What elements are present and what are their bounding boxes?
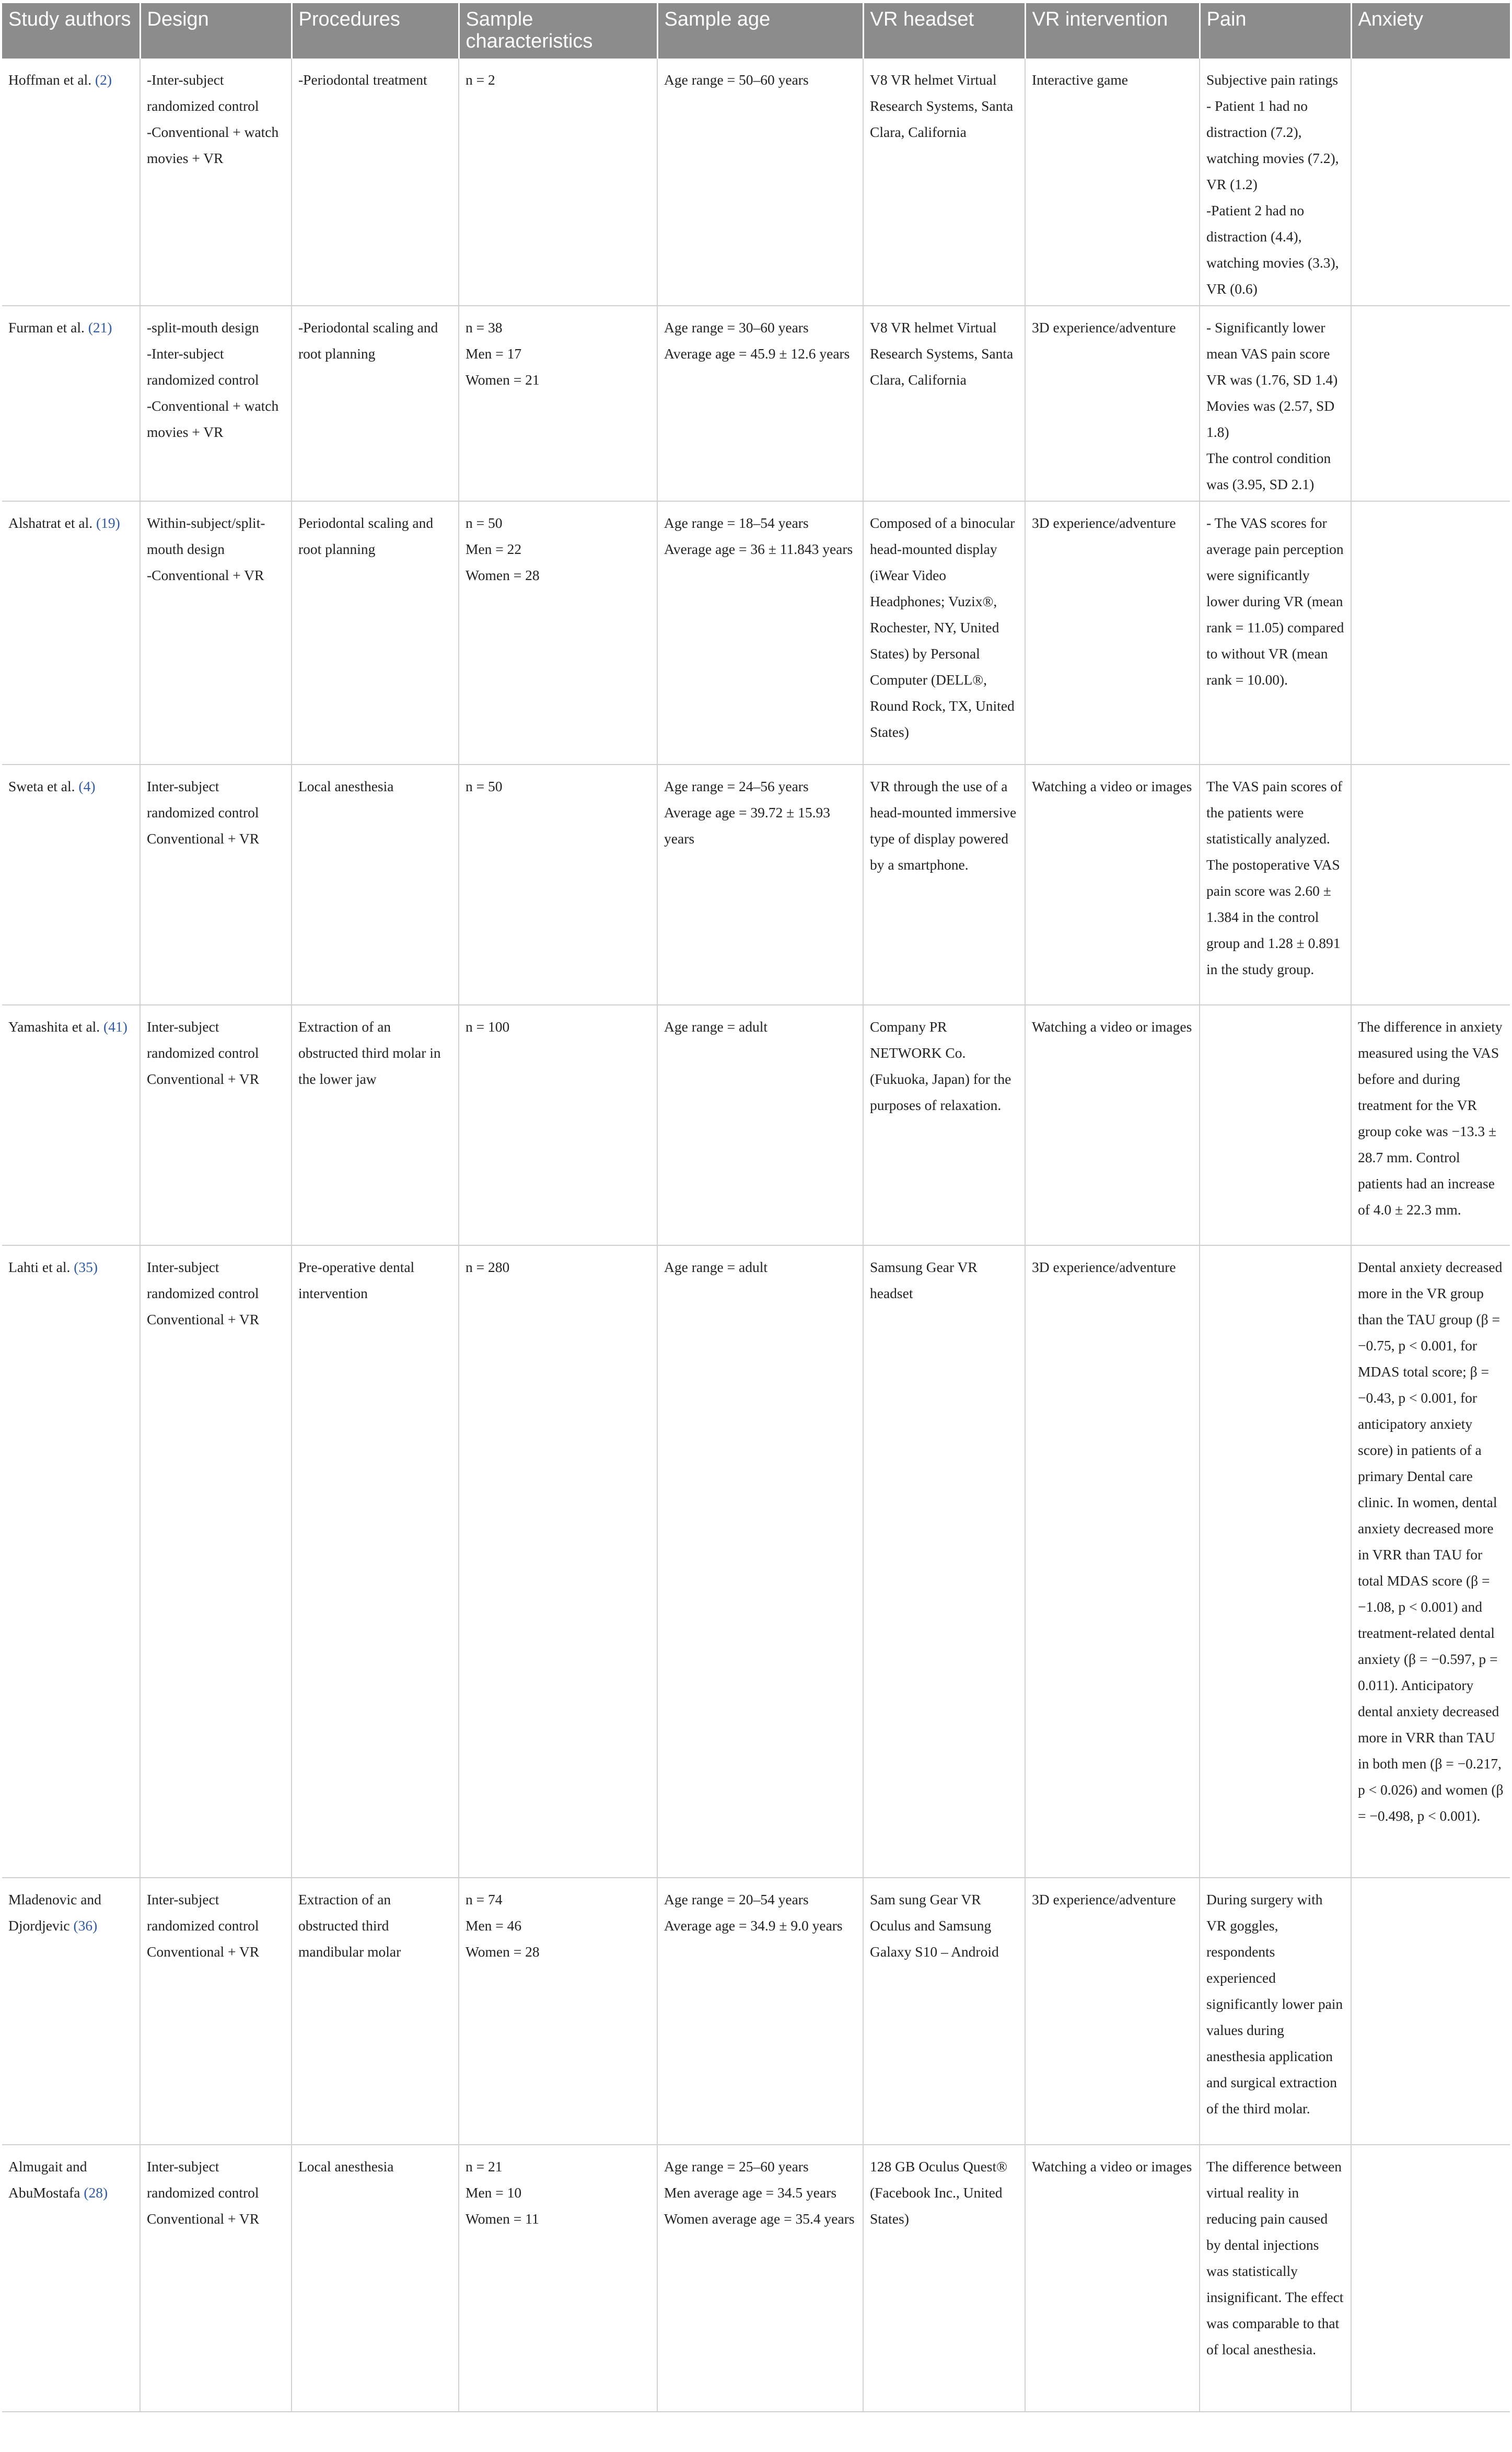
cell-line: Inter-subject randomized control — [147, 778, 259, 820]
cell-line: -Periodontal scaling and root planning — [298, 319, 438, 362]
cell-line: Men = 22 — [466, 541, 522, 557]
cell-line: Interactive game — [1032, 72, 1128, 88]
cell-vr-headset — [863, 1005, 1025, 1245]
cell-design — [140, 306, 292, 501]
cell-line: The difference between virtual reality in reducing pain caused by dental injections was statistically insignificant. The effect was comparable to that of local anesthesia. — [1206, 2158, 1344, 2357]
cell-line: Inter-subject randomized control — [147, 1891, 259, 1934]
cell-line: n = 21 — [466, 2158, 503, 2175]
cell-line: Age range = 20–54 years — [664, 1891, 809, 1907]
cell-line: -Conventional + watch movies + VR — [147, 124, 279, 166]
cell-design — [140, 1005, 292, 1245]
cell-procedures — [292, 1005, 459, 1245]
cell-sample-age — [657, 501, 863, 765]
table-row — [2, 501, 1510, 765]
cell-line: Samsung Gear VR headset — [870, 1259, 978, 1301]
cell-procedures — [292, 2145, 459, 2412]
cell-line: -Conventional + watch movies + VR — [147, 398, 279, 440]
header-vr-headset: VR headset — [863, 3, 1025, 59]
cell-line: Women = 21 — [466, 372, 540, 388]
cell-line: n = 50 — [466, 515, 503, 531]
cell-study-authors — [2, 501, 140, 765]
cell-line: Inter-subject randomized control — [147, 2158, 259, 2201]
cell-vr-intervention — [1025, 2145, 1200, 2412]
cell-study-authors — [2, 59, 140, 306]
author-name: Alshatrat et al. — [8, 515, 96, 531]
cell-line: Extraction of an obstructed third mandibular molar — [298, 1891, 401, 1960]
reference-link[interactable]: (35) — [74, 1259, 98, 1275]
cell-design — [140, 765, 292, 1005]
header-sample-age: Sample age — [657, 3, 863, 59]
cell-vr-intervention — [1025, 765, 1200, 1005]
cell-procedures — [292, 306, 459, 501]
cell-sample-age — [657, 1005, 863, 1245]
cell-line: Age range = 24–56 years — [664, 778, 809, 794]
cell-line: 128 GB Oculus Quest® (Facebook Inc., United States) — [870, 2158, 1008, 2227]
cell-line: n = 2 — [466, 72, 495, 88]
cell-line: VR through the use of a head-mounted immersive type of display powered by a smartphone. — [870, 778, 1017, 873]
cell-line: Conventional + VR — [147, 830, 260, 847]
cell-line: Average age = 36 ± 11.843 years — [664, 541, 853, 557]
cell-study-authors — [2, 306, 140, 501]
cell-line: Women average age = 35.4 years — [664, 2211, 855, 2227]
cell-line: The VAS pain scores of the patients were statistically analyzed. The postoperative VAS pain score was 2.60 ± 1.384 in the control group and 1.28 ± 0.891 in the study group. — [1206, 778, 1343, 977]
table-row — [2, 765, 1510, 1005]
cell-procedures — [292, 1878, 459, 2145]
cell-line: Women = 28 — [466, 567, 540, 583]
cell-vr-intervention — [1025, 501, 1200, 765]
cell-line: Watching a video or images — [1032, 1019, 1192, 1035]
cell-line: Composed of a binocular head-mounted display (iWear Video Headphones; Vuzix®, Rochester, NY, United States) by Personal Computer (DELL®, Round Rock, TX, United States) — [870, 515, 1015, 740]
header-design: Design — [140, 3, 292, 59]
header-procedures: Procedures — [292, 3, 459, 59]
cell-line: Average age = 45.9 ± 12.6 years — [664, 345, 850, 362]
cell-line: Age range = 25–60 years — [664, 2158, 809, 2175]
cell-pain — [1200, 1878, 1351, 2145]
cell-sample-characteristics — [459, 765, 657, 1005]
cell-line: Local anesthesia — [298, 778, 394, 794]
cell-line: Women = 11 — [466, 2211, 539, 2227]
cell-line: -Inter-subject randomized control — [147, 345, 259, 388]
cell-line: 3D experience/adventure — [1032, 1259, 1176, 1275]
cell-study-authors — [2, 1005, 140, 1245]
table-row — [2, 2145, 1510, 2412]
cell-anxiety — [1351, 1878, 1510, 2145]
cell-line: The control condition was (3.95, SD 2.1) — [1206, 450, 1331, 492]
cell-anxiety — [1351, 59, 1510, 306]
studies-table — [2, 3, 1510, 2412]
reference-link[interactable]: (36) — [73, 1917, 98, 1934]
cell-design — [140, 59, 292, 306]
cell-line: Dental anxiety decreased more in the VR group than the TAU group (β = −0.75, p < 0.001, for MDAS total score; β = −0.43, p < 0.001, for anticipatory anxiety score) in patients of a primary Dental care clinic. In women, dental anxiety decreased more in VRR than TAU for total MDAS score (β = −1.08, p < 0.001) and treatment-related dental anxiety (β = −0.597, p = 0.011). Anticipatory dental anxiety decreased more in VRR than TAU in both men (β = −0.217, p < 0.026) and women (β = −0.498, p < 0.001). — [1358, 1259, 1504, 1824]
cell-anxiety — [1351, 306, 1510, 501]
header-pain: Pain — [1200, 3, 1351, 59]
cell-line: Men = 17 — [466, 345, 522, 362]
cell-line: Extraction of an obstructed third molar in the lower jaw — [298, 1019, 441, 1087]
table-row — [2, 1245, 1510, 1878]
cell-vr-intervention — [1025, 306, 1200, 501]
cell-vr-headset — [863, 1878, 1025, 2145]
cell-sample-characteristics — [459, 1878, 657, 2145]
cell-pain — [1200, 1005, 1351, 1245]
cell-design — [140, 2145, 292, 2412]
cell-pain — [1200, 765, 1351, 1005]
reference-link[interactable]: (21) — [88, 319, 112, 336]
author-name: Lahti et al. — [8, 1259, 74, 1275]
cell-line: Average age = 34.9 ± 9.0 years — [664, 1917, 843, 1934]
cell-vr-intervention — [1025, 1245, 1200, 1878]
cell-vr-headset — [863, 2145, 1025, 2412]
cell-vr-headset — [863, 765, 1025, 1005]
cell-line: Age range = 50–60 years — [664, 72, 809, 88]
cell-sample-characteristics — [459, 501, 657, 765]
cell-line: Age range = 30–60 years — [664, 319, 809, 336]
cell-line: - Significantly lower mean VAS pain score VR was (1.76, SD 1.4) Movies was (2.57, SD 1.8) — [1206, 319, 1338, 440]
header-study-authors: Study authors — [2, 3, 140, 59]
cell-study-authors — [2, 765, 140, 1005]
cell-pain — [1200, 306, 1351, 501]
reference-link[interactable]: (28) — [84, 2184, 108, 2201]
cell-study-authors — [2, 1878, 140, 2145]
cell-sample-characteristics — [459, 1245, 657, 1878]
cell-vr-intervention — [1025, 1878, 1200, 2145]
table-row — [2, 1878, 1510, 2145]
cell-line: Women = 28 — [466, 1944, 540, 1960]
header-sample-characteristics: Sample characteristics — [459, 3, 657, 59]
cell-line: n = 74 — [466, 1891, 503, 1907]
cell-line: Conventional + VR — [147, 1311, 260, 1327]
cell-anxiety — [1351, 1245, 1510, 1878]
cell-anxiety — [1351, 2145, 1510, 2412]
cell-vr-headset — [863, 59, 1025, 306]
cell-line: Age range = adult — [664, 1019, 768, 1035]
cell-vr-intervention — [1025, 1005, 1200, 1245]
cell-line: During surgery with VR goggles, respondents experienced significantly lower pain values during anesthesia application and surgical extraction of the third molar. — [1206, 1891, 1343, 2116]
cell-line: Average age = 39.72 ± 15.93 years — [664, 804, 830, 847]
cell-sample-age — [657, 59, 863, 306]
cell-line: Watching a video or images — [1032, 778, 1192, 794]
cell-study-authors — [2, 1245, 140, 1878]
cell-design — [140, 1878, 292, 2145]
cell-sample-characteristics — [459, 1005, 657, 1245]
cell-line: -Inter-subject randomized control — [147, 72, 259, 114]
reference-link[interactable]: (41) — [103, 1019, 127, 1035]
cell-line: Conventional + VR — [147, 1071, 260, 1087]
table-row — [2, 306, 1510, 501]
cell-design — [140, 1245, 292, 1878]
cell-line: n = 100 — [466, 1019, 510, 1035]
reference-link[interactable]: (19) — [96, 515, 120, 531]
author-name: Hoffman et al. — [8, 72, 95, 88]
header-vr-intervention: VR intervention — [1025, 3, 1200, 59]
author-name: Yamashita et al. — [8, 1019, 104, 1035]
cell-study-authors — [2, 2145, 140, 2412]
cell-line: 3D experience/adventure — [1032, 319, 1176, 336]
cell-sample-age — [657, 1245, 863, 1878]
cell-pain — [1200, 2145, 1351, 2412]
cell-pain — [1200, 501, 1351, 765]
cell-line: -split-mouth design — [147, 319, 259, 336]
cell-line: - The VAS scores for average pain perception were significantly lower during VR (mean rank = 11.05) compared to without VR (mean rank = 10.00). — [1206, 515, 1344, 688]
author-name: Sweta et al. — [8, 778, 79, 794]
table-row — [2, 1005, 1510, 1245]
cell-line: - Patient 1 had no distraction (7.2), watching movies (7.2), VR (1.2) — [1206, 98, 1339, 192]
cell-procedures — [292, 765, 459, 1005]
cell-vr-headset — [863, 306, 1025, 501]
cell-line: Men = 10 — [466, 2184, 522, 2201]
cell-vr-headset — [863, 1245, 1025, 1878]
cell-line: -Periodontal treatment — [298, 72, 427, 88]
cell-line: Men average age = 34.5 years — [664, 2184, 837, 2201]
cell-line: n = 50 — [466, 778, 503, 794]
cell-line: Subjective pain ratings — [1206, 72, 1339, 88]
author-name: Furman et al. — [8, 319, 88, 336]
cell-line: Inter-subject randomized control — [147, 1019, 259, 1061]
cell-line: Sam sung Gear VR Oculus and Samsung Galaxy S10 – Android — [870, 1891, 999, 1960]
cell-line: Local anesthesia — [298, 2158, 394, 2175]
cell-pain — [1200, 1245, 1351, 1878]
cell-line: -Patient 2 had no distraction (4.4), watching movies (3.3), VR (0.6) — [1206, 202, 1339, 297]
cell-sample-age — [657, 306, 863, 501]
cell-line: Within-subject/split-mouth design — [147, 515, 265, 557]
cell-line: V8 VR helmet Virtual Research Systems, Santa Clara, California — [870, 319, 1014, 388]
cell-procedures — [292, 1245, 459, 1878]
cell-line: Company PR NETWORK Co. (Fukuoka, Japan) for the purposes of relaxation. — [870, 1019, 1011, 1113]
cell-vr-intervention — [1025, 59, 1200, 306]
cell-line: The difference in anxiety measured using the VAS before and during treatment for the VR group coke was −13.3 ± 28.7 mm. Control patients had an increase of 4.0 ± 22.3 mm. — [1358, 1019, 1503, 1218]
cell-pain — [1200, 59, 1351, 306]
cell-sample-age — [657, 2145, 863, 2412]
reference-link[interactable]: (2) — [95, 72, 112, 88]
cell-line: Pre-operative dental intervention — [298, 1259, 415, 1301]
author-name: Almugait and AbuMostafa — [8, 2158, 87, 2201]
cell-sample-characteristics — [459, 59, 657, 306]
cell-design — [140, 501, 292, 765]
cell-line: Men = 46 — [466, 1917, 522, 1934]
cell-sample-age — [657, 1878, 863, 2145]
cell-line: 3D experience/adventure — [1032, 515, 1176, 531]
reference-link[interactable]: (4) — [78, 778, 96, 794]
cell-anxiety — [1351, 1005, 1510, 1245]
cell-line: Age range = adult — [664, 1259, 768, 1275]
cell-line: Periodontal scaling and root planning — [298, 515, 434, 557]
cell-sample-age — [657, 765, 863, 1005]
cell-line: V8 VR helmet Virtual Research Systems, Santa Clara, California — [870, 72, 1014, 140]
cell-anxiety — [1351, 501, 1510, 765]
cell-line: Inter-subject randomized control — [147, 1259, 259, 1301]
cell-line: Watching a video or images — [1032, 2158, 1192, 2175]
cell-sample-characteristics — [459, 306, 657, 501]
table-body — [2, 59, 1510, 2412]
cell-line: n = 38 — [466, 319, 503, 336]
cell-line: -Conventional + VR — [147, 567, 264, 583]
cell-line: 3D experience/adventure — [1032, 1891, 1176, 1907]
table-row — [2, 59, 1510, 306]
cell-sample-characteristics — [459, 2145, 657, 2412]
cell-line: Age range = 18–54 years — [664, 515, 809, 531]
header-anxiety: Anxiety — [1351, 3, 1510, 59]
cell-line: Conventional + VR — [147, 1944, 260, 1960]
cell-line: Conventional + VR — [147, 2211, 260, 2227]
cell-vr-headset — [863, 501, 1025, 765]
cell-line: n = 280 — [466, 1259, 510, 1275]
author-name: Mladenovic and Djordjevic — [8, 1891, 101, 1934]
header-row — [2, 3, 1510, 59]
cell-procedures — [292, 59, 459, 306]
cell-procedures — [292, 501, 459, 765]
cell-anxiety — [1351, 765, 1510, 1005]
